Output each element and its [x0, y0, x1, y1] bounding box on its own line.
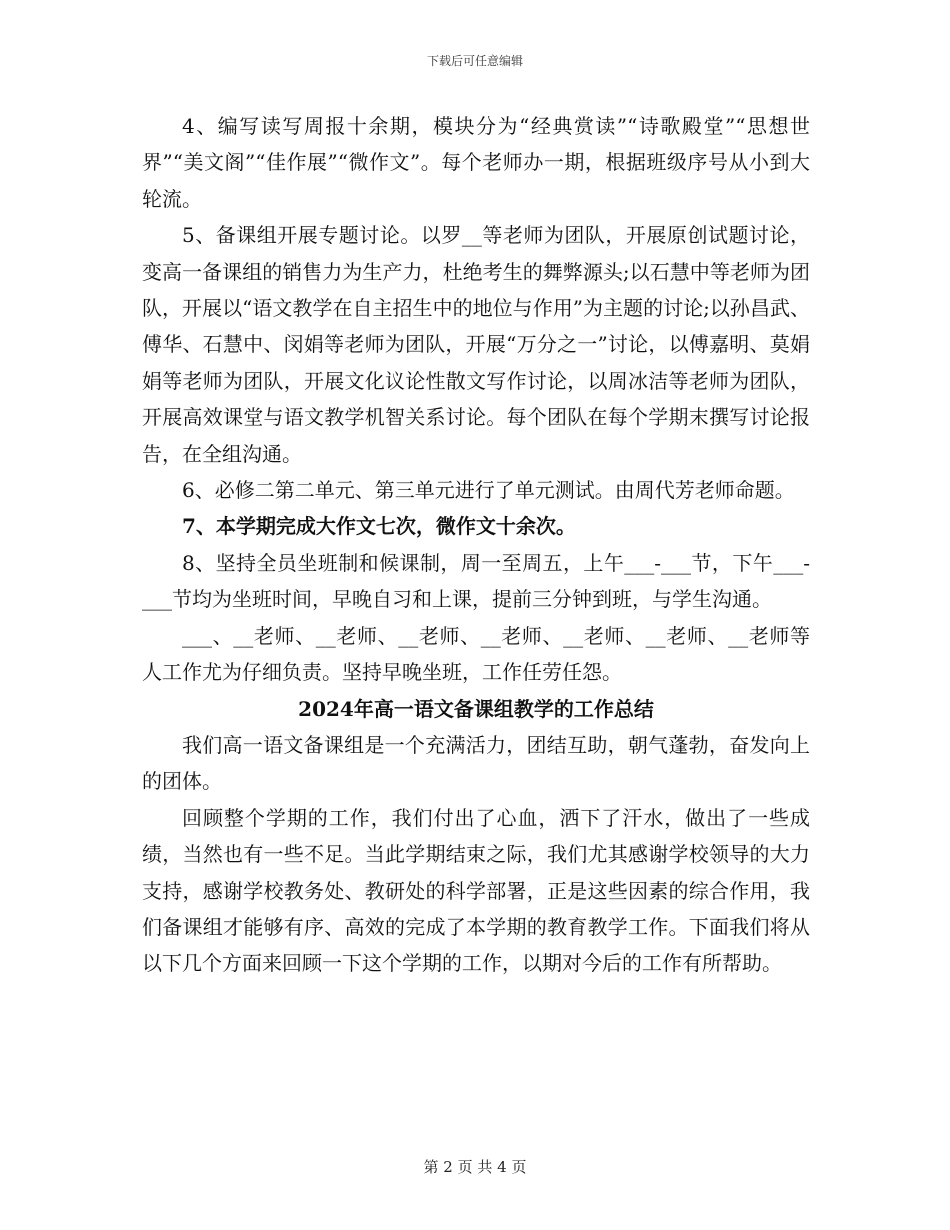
- paragraph-teacher-commendation: ___、__老师、__老师、__老师、__老师、__老师、__老师、__老师等人工作尤为仔细负责。坚持早晚坐班，工作任劳任怨。: [142, 623, 810, 685]
- paragraph-item-7: 7、本学期完成大作文七次，微作文十余次。: [182, 514, 576, 539]
- page-header: 下载后可任意编辑: [426, 54, 523, 68]
- section-paragraph-review: 回顾整个学期的工作，我们付出了心血，洒下了汗水，做出了一些成绩，当然也有一些不足。当此学期结束之际，我们尤其感谢学校领导的大力支持，感谢学校教务处、教研处的科学部署，正是这些因素的综合作用，我们备课组才能够有序、高效的完成了本学期的教育教学工作。下面我们将从以下几个方面来回顾一下这个学期的工作，以期对今后的工作有所帮助。: [142, 805, 810, 976]
- paragraph-item-5: 5、备课组开展专题讨论。以罗__等老师为团队，开展原创试题讨论，变高一备课组的销售力为生产力，杜绝考生的舞弊源头;以石慧中等老师为团队，开展以“语文教学在自主招生中的地位与作用”为主题的讨论;以孙昌武、傅华、石慧中、闵娟等老师为团队，开展“万分之一”讨论，以傅嘉明、莫娟娟等老师为团队，开展文化议论性散文写作讨论，以周冰洁等老师为团队，开展高效课堂与语文教学机智关系讨论。每个团队在每个学期末撰写讨论报告，在全组沟通。: [142, 223, 810, 466]
- page-footer: 第 2 页 共 4 页: [423, 1158, 527, 1176]
- section-title: 2024年高一语文备课组教学的工作总结: [298, 696, 654, 721]
- paragraph-item-4: 4、编写读写周报十余期，模块分为“经典赏读”“诗歌殿堂”“思想世界”“美文阁”“佳作展”“微作文”。每个老师办一期，根据班级序号从小到大轮流。: [142, 114, 810, 211]
- paragraph-item-8: 8、坚持全员坐班制和候课制，周一至周五，上午___-___节，下午___-___节均为坐班时间，早晚自习和上课，提前三分钟到班，与学生沟通。: [142, 550, 810, 612]
- document-body: [142, 108, 810, 982]
- section-paragraph-intro: 我们高一语文备课组是一个充满活力，团结互助，朝气蓬勃，奋发向上的团体。: [142, 732, 810, 794]
- paragraph-item-6: 6、必修二第二单元、第三单元进行了单元测试。由周代芳老师命题。: [182, 478, 795, 503]
